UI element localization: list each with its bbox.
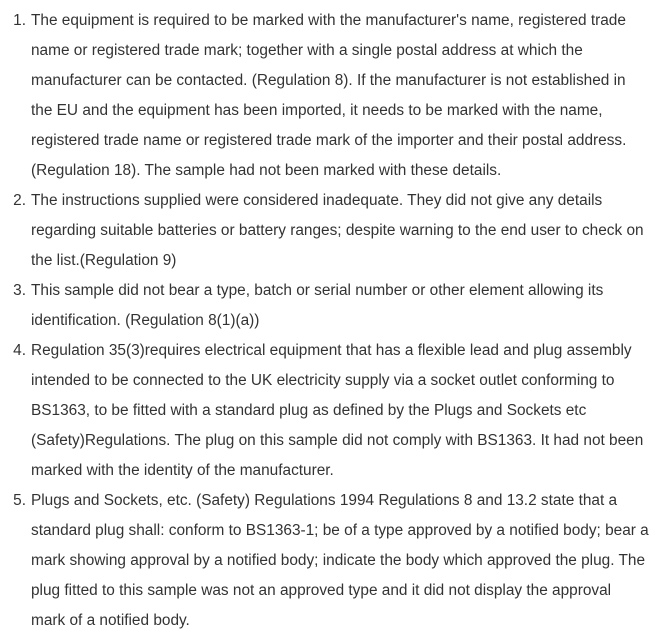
item-number: 5. [13, 492, 26, 509]
item-text: Regulation 35(3)requires electrical equipment that has a flexible lead and plug assembly intended to be connected to the UK electricity supply via a socket outlet conforming to BS1363, to be fitted with a standard plug as defined by the Plugs and Sockets etc (Safety)Regulations. The plug on this sample did not comply with BS1363. It had not been marked with the identity of the manufacturer. [31, 342, 644, 479]
item-text: The equipment is required to be marked with the manufacturer's name, registered trade name or registered trade mark; together with a single postal address at which the manufacturer can be contacted. (Regulation 8). If the manufacturer is not established in the EU and the equipment has been imported, it needs to be marked with the name, registered trade name or registered trade mark of the importer and their postal address. (Regulation 18). The sample had not been marked with these details. [31, 12, 627, 179]
item-number: 4. [13, 342, 26, 359]
list-item-2 [0, 186, 658, 276]
list-item-1 [0, 6, 658, 186]
list-item-5 [0, 486, 658, 636]
item-text: The instructions supplied were considered inadequate. They did not give any details regarding suitable batteries or battery ranges; despite warning to the end user to check on the list.(Regulation 9) [31, 192, 644, 269]
item-text: Plugs and Sockets, etc. (Safety) Regulations 1994 Regulations 8 and 13.2 state that a standard plug shall: conform to BS1363-1; be of a type approved by a notified body; bear a mark showing approval by a notified body; indicate the body which approved the plug. The plug fitted to this sample was not an approved type and it did not display the approval mark of a notified body. [31, 492, 649, 629]
item-text: This sample did not bear a type, batch or serial number or other element allowing its identification. (Regulation 8(1)(a)) [31, 282, 604, 329]
list-item-4 [0, 336, 658, 486]
item-number: 1. [13, 12, 26, 29]
item-number: 3. [13, 282, 26, 299]
item-number: 2. [13, 192, 26, 209]
list-item-3 [0, 276, 658, 336]
